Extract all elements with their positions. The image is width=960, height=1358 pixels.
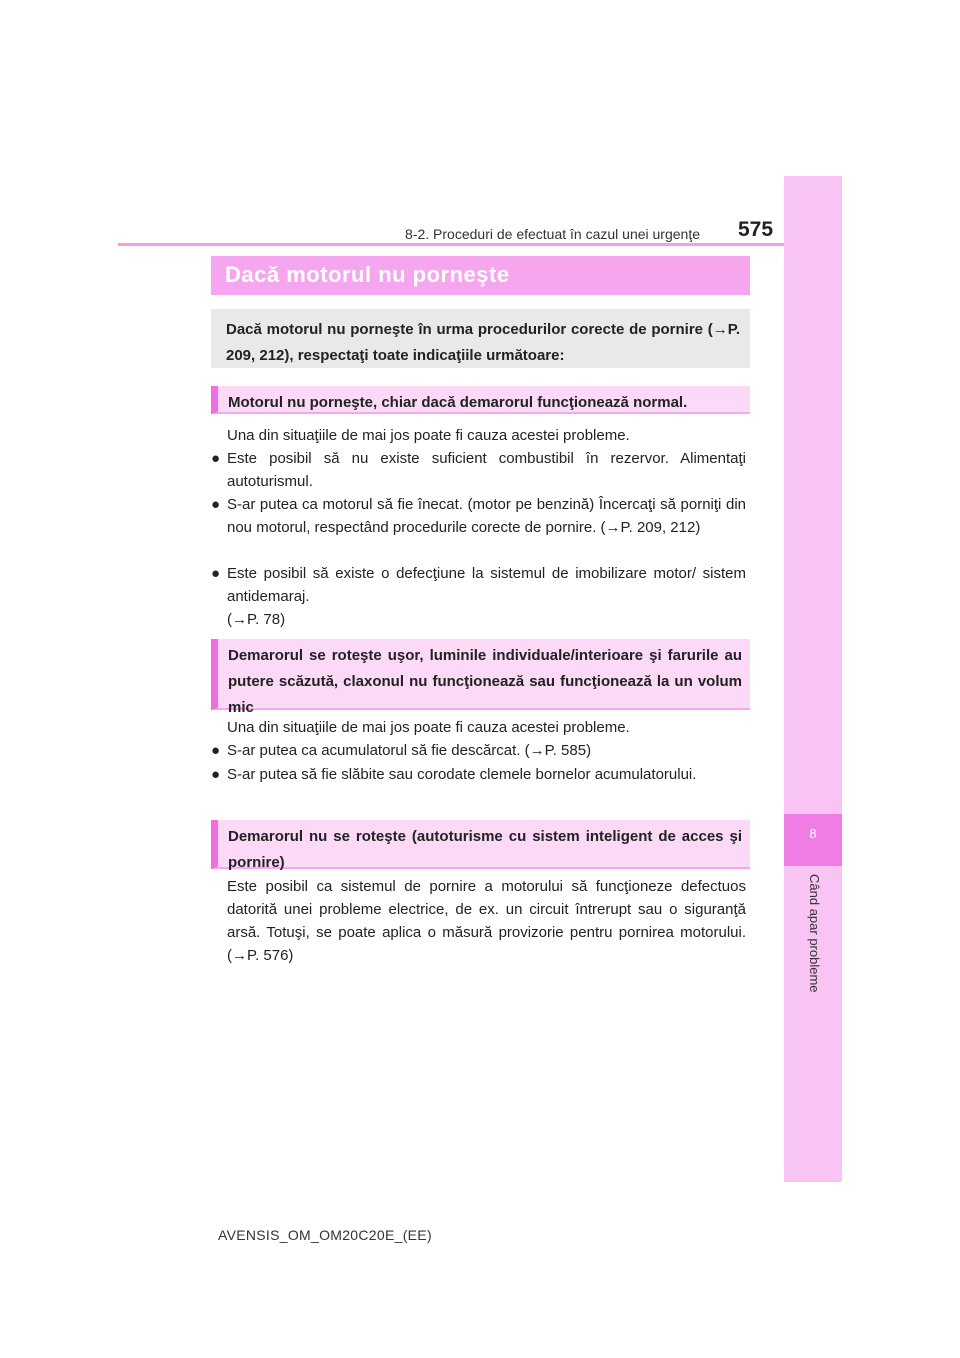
- bullet-icon: ●: [211, 565, 221, 582]
- chapter-number: 8: [809, 826, 817, 841]
- list-item: ● S-ar putea să fie slăbite sau corodate clemele bornelor acumulatorului.: [211, 763, 750, 809]
- header-rule: [118, 243, 784, 246]
- list-item: ● S-ar putea ca acumulatorul să fie descărcat. (→P. 585): [211, 739, 750, 762]
- intro-box: [211, 309, 750, 368]
- cross-reference[interactable]: (→P. 78): [227, 611, 286, 628]
- page-number: 575: [738, 218, 774, 241]
- section-1-lead: Una din situaţiile de mai jos poate fi cauza acestei probleme.: [227, 427, 630, 444]
- intro-text: Dacă motorul nu porneşte în urma procedurilor corecte de pornire (→P. 209, 212), respectaţi toate indicaţiile următoare:: [226, 321, 740, 364]
- chapter-label: Când apar probleme: [807, 874, 822, 993]
- footer-code: AVENSIS_OM_OM20C20E_(EE): [218, 1227, 432, 1243]
- bullet-icon: ●: [211, 496, 221, 513]
- bullet-icon: ●: [211, 450, 221, 467]
- side-tab-strip: [784, 176, 842, 1182]
- subheading-1: Motorul nu porneşte, chiar dacă demarorul funcţionează normal.: [211, 386, 750, 414]
- main-heading: Dacă motorul nu porneşte: [211, 256, 750, 295]
- list-item: ● S-ar putea ca motorul să fie înecat. (motor pe benzină) Încercaţi să porniţi din nou motorul, respectând procedurile corecte de pornire. (→P. 209, 212): [211, 493, 750, 562]
- bullet-icon: ●: [211, 742, 221, 759]
- section-title: 8-2. Proceduri de efectuat în cazul unei urgenţe: [405, 226, 700, 242]
- bullet-icon: ●: [211, 766, 221, 783]
- subheading-2: Demarorul se roteşte uşor, luminile individuale/interioare şi farurile au putere scăzută, claxonul nu funcţionează sau funcţionează la un volum mic: [211, 639, 750, 710]
- section-2-lead: Una din situaţiile de mai jos poate fi cauza acestei probleme.: [227, 719, 630, 736]
- list-item: ● Este posibil să existe o defecţiune la sistemul de imobilizare motor/ sistem antidemaraj.: [211, 562, 750, 608]
- section-3-body: Este posibil ca sistemul de pornire a motorului să funcţioneze defectuos datorită unei probleme electrice, de ex. un circuit întrerupt sau o siguranţă arsă. Totuşi, se poate aplica o măsură provizorie pentru pornirea motorului. (→P. 576): [227, 878, 746, 964]
- subheading-3: Demarorul nu se roteşte (autoturisme cu sistem inteligent de acces şi pornire): [211, 820, 750, 869]
- list-item: ● Este posibil să nu existe suficient combustibil în rezervor. Alimentaţi autoturismul.: [211, 447, 750, 493]
